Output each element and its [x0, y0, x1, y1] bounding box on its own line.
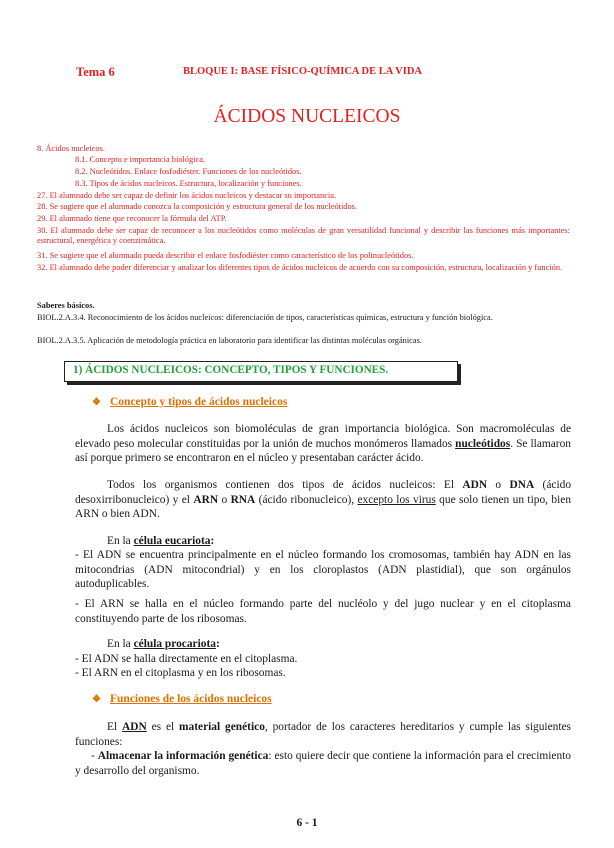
prokaryote-rna: - El ARN en el citoplasma y en los ribosomas. — [75, 667, 286, 679]
diamond-bullet-icon: ❖ — [92, 397, 101, 408]
saberes-item-1: BIOL.2.A.3.4. Reconocimiento de los ácidos nucleicos: diferenciación de tipos, características químicas, estructura y función biológica. — [37, 313, 493, 322]
eukaryote-heading: En la célula eucariota: — [107, 535, 215, 547]
section-heading-box — [64, 361, 458, 382]
page-number: 6 - 1 — [296, 817, 318, 829]
subheading-concept: ❖ Concepto y tipos de ácidos nucleicos — [92, 396, 288, 408]
objective-30: 30. El alumnado debe ser capaz de reconocer a los nucleótidos como moléculas de gran versatilidad funcional y describir las funciones más importantes: estructural, energética y coenzimática. — [37, 226, 570, 246]
objective-8-3: 8.3. Tipos de ácidos nucleicos. Estructura, localización y funciones. — [75, 179, 302, 188]
objective-28: 28. Se sugiere que el alumnado conozca la composición y estructura general de los nucleótidos. — [37, 202, 358, 211]
objective-27: 27. El alumnado debe ser capaz de definir los ácidos nucleicos y destacar su importancia. — [37, 191, 337, 200]
prokaryote-dna: - El ADN se halla directamente en el citoplasma. — [75, 653, 298, 665]
diamond-bullet-icon: ❖ — [92, 694, 101, 705]
page-title: ÁCIDOS NUCLEICOS — [213, 106, 401, 127]
block-title: BLOQUE I: BASE FÍSICO-QUÍMICA DE LA VIDA — [183, 66, 423, 77]
topic-number: Tema 6 — [76, 65, 115, 79]
objective-31: 31. Se sugiere que el alumnado pueda describir el enlace fosfodiéster como característico de los polinucleótidos. — [37, 251, 414, 260]
function-store-info: - Almacenar la información genética: esto quiere decir que contiene la información para el crecimiento y desarrollo del organismo. — [75, 750, 571, 777]
paragraph-concept: Los ácidos nucleicos son biomoléculas de gran importancia biológica. Son macromoléculas de elevado peso molecular constituidas por la unión de muchos monómeros llamados nucleótidos. Se llamaron así porque primero se encontraron en el núcleo y presentaban carácter ácido. — [75, 423, 571, 464]
eukaryote-dna: - El ADN se encuentra principalmente en el núcleo formando los cromosomas, también hay ADN en las mitocondrias (ADN mitocondrial) y en los cloroplastos (ADN plastidial), que son orgánulos autoduplicables. — [75, 549, 571, 590]
subheading-functions: ❖ Funciones de los ácidos nucleicos — [92, 693, 272, 705]
saberes-item-2: BIOL.2.A.3.5. Aplicación de metodología práctica en laboratorio para identificar las distintas moléculas orgánicas. — [37, 336, 422, 345]
objective-8-1: 8.1. Concepto e importancia biológica. — [75, 155, 206, 164]
section-heading: 1) ÁCIDOS NUCLEICOS: CONCEPTO, TIPOS Y FUNCIONES. — [73, 364, 389, 376]
objective-8: 8. Ácidos nucleicos. — [37, 144, 105, 153]
objective-32: 32. El alumnado debe poder diferenciar y analizar los diferentes tipos de ácidos nucleicos de acuerdo con su composición, estructura, localización y función. — [37, 263, 563, 272]
paragraph-functions: El ADN es el material genético, portador de los caracteres hereditarios y cumple las siguientes funciones: — [75, 721, 571, 748]
objective-29: 29. El alumnado tiene que reconocer la fórmula del ATP. — [37, 214, 227, 223]
eukaryote-rna: - El ARN se halla en el núcleo formando parte del nucléolo y del jugo nuclear y en el citoplasma constituyendo parte de los ribosomas. — [75, 598, 571, 625]
prokaryote-heading: En la célula procariota: — [107, 638, 220, 650]
objective-8-2: 8.2. Nucleótidos. Enlace fosfodiéster. Funciones de los nucleótidos. — [75, 167, 302, 176]
paragraph-types: Todos los organismos contienen dos tipos de ácidos nucleicos: El ADN o DNA (ácido desoxirribonucleico) y el ARN o RNA (ácido ribonucleico), excepto los virus que solo tienen un tipo, bien ARN o bien ADN. — [75, 479, 572, 520]
saberes-heading: Saberes básicos. — [37, 301, 95, 310]
